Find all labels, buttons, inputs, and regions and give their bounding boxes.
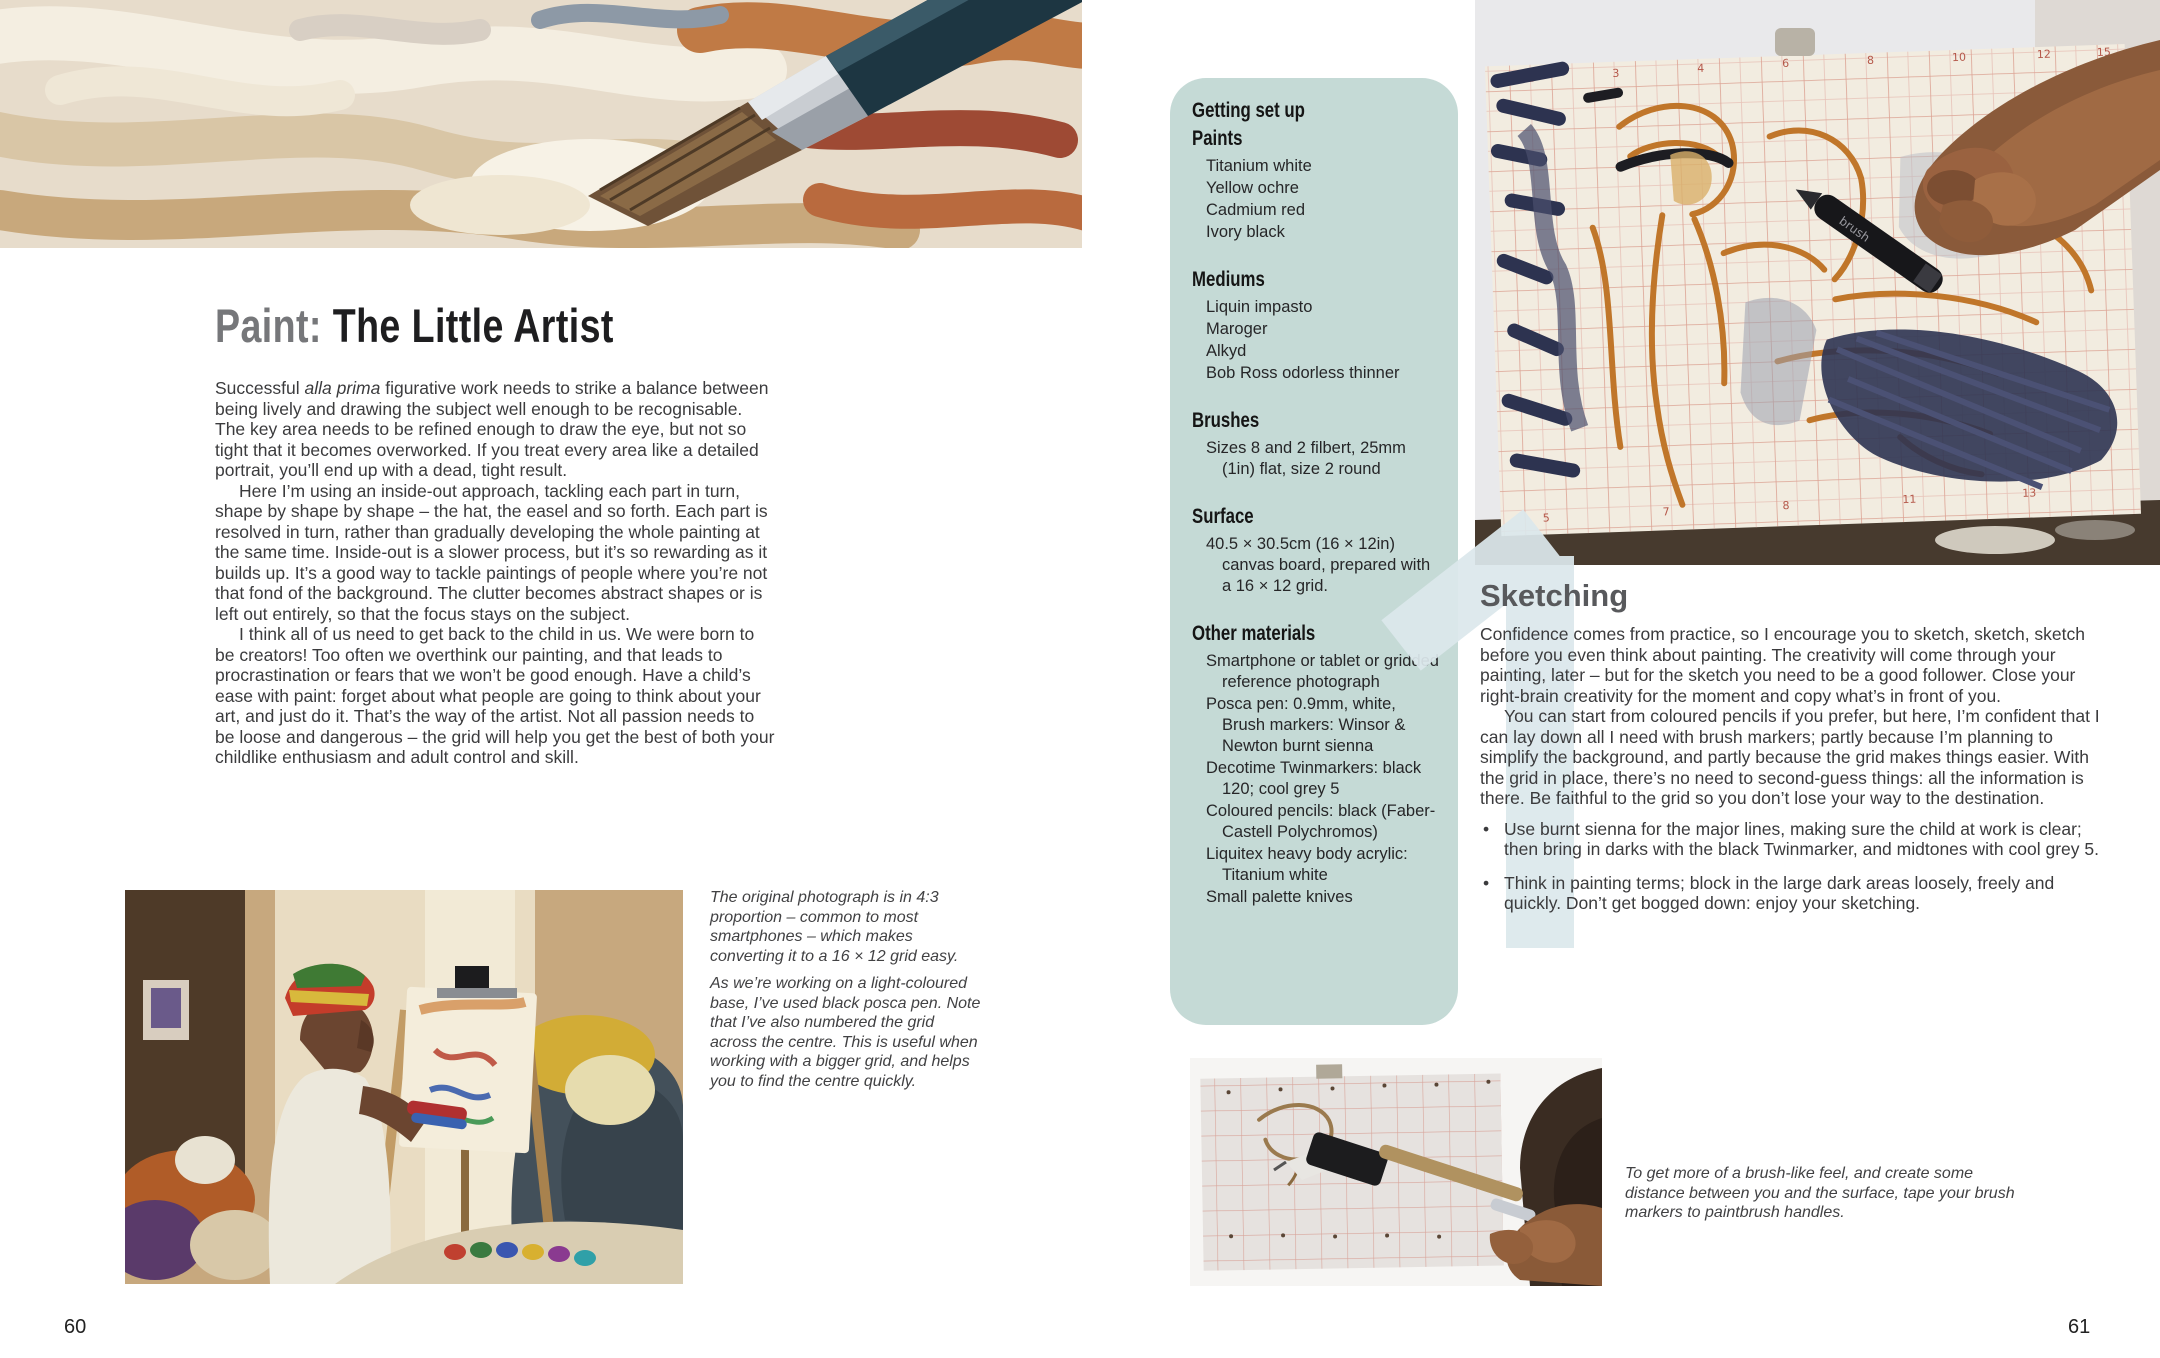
svg-text:6: 6 bbox=[1781, 56, 1790, 71]
svg-text:8: 8 bbox=[1782, 499, 1790, 513]
brush-banner-illustration bbox=[0, 0, 1082, 248]
page-title-prefix: Paint: bbox=[215, 299, 333, 352]
section-heading-sketching: Sketching bbox=[1480, 578, 1629, 613]
paragraph-1 bbox=[215, 378, 775, 481]
bullet-icon: • bbox=[1483, 818, 1490, 839]
sidebar-item: Ivory black bbox=[1206, 223, 1285, 241]
tip-item bbox=[1480, 873, 2110, 914]
photo-caption-left bbox=[710, 888, 982, 1099]
svg-text:5: 5 bbox=[1542, 511, 1551, 525]
sketching-illustration bbox=[1475, 0, 2160, 565]
photo-caption-right bbox=[1625, 1164, 2025, 1231]
svg-text:4: 4 bbox=[1696, 61, 1705, 75]
paragraph-2: Here I’m using an inside-out approach, tackling each part in turn, shape by shape by shape – the hat, the easel and so forth. Each part is resolved in turn, rather than gradually developing the whole painting at the same time. Inside-out is a slower process, but it’s so rewarding as it builds up. It’s a good way to tackle paintings of people where you’re not that fond of the background. The clutter becomes abstract shapes or is left out entirely, so that the focus stays on the subject. bbox=[215, 480, 768, 624]
sidebar-heading: Mediums bbox=[1192, 268, 1265, 291]
sidebar-title: Getting set up bbox=[1192, 99, 1305, 122]
sidebar-item: Posca pen: 0.9mm, white, Brush markers: Winsor & Newton burnt sienna bbox=[1206, 695, 1406, 755]
sidebar-section-brushes bbox=[1192, 408, 1440, 480]
sketching-tips-list bbox=[1480, 819, 2110, 914]
sidebar-item: Bob Ross odorless thinner bbox=[1206, 364, 1400, 382]
paragraph-3: I think all of us need to get back to the child in us. We were born to be creators! Too often we overthink our painting, and that leads to procrastination or fears that we won’t be good enough. Have a child’s ease with paint: forget about what people are going to think about your art, and just do it. That’s the way of the artist. Not all passion needs to be loose and dangerous – the grid will help you get the best of both your childlike enthusiasm and adult control and skill. bbox=[215, 624, 775, 767]
page-number-right: 61 bbox=[2068, 1316, 2091, 1338]
sidebar-section-paints bbox=[1192, 126, 1440, 243]
page-title bbox=[215, 298, 714, 353]
svg-text:15: 15 bbox=[2096, 45, 2112, 60]
photo-child-painting bbox=[125, 890, 683, 1284]
svg-text:13: 13 bbox=[2021, 486, 2037, 500]
sidebar-item: Yellow ochre bbox=[1206, 179, 1299, 197]
sketching-section bbox=[1480, 578, 2110, 927]
svg-text:8: 8 bbox=[1866, 53, 1875, 68]
svg-text:7: 7 bbox=[1662, 505, 1670, 519]
caption-paragraph: To get more of a brush-like feel, and create some distance between you and the surface, tape your brush markers to paintbrush handles. bbox=[1625, 1165, 2015, 1221]
tip-text: Think in painting terms; block in the large dark areas loosely, freely and quickly. Don’t get bogged down: enjoy your sketching. bbox=[1504, 872, 2055, 913]
sidebar-item: Alkyd bbox=[1206, 342, 1247, 360]
taped-marker-illustration bbox=[1190, 1058, 1602, 1286]
svg-text:brush: brush bbox=[1836, 213, 1873, 245]
sketching-paragraph-1: Confidence comes from practice, so I encourage you to sketch, sketch, sketch before you even think about painting. The creativity will come through your painting, later – but for the sketch you need to be a good follower. Close your right-brain creativity for the moment and copy what’s in front of you. bbox=[1480, 624, 2086, 706]
svg-text:10: 10 bbox=[1951, 50, 1967, 65]
sidebar-section-mediums bbox=[1192, 267, 1440, 384]
paragraph-1-rest: figurative work needs to strike a balance between being lively and drawing the subject well enough to be recognisable. The key area needs to be refined enough to draw the eye, but not so tight that it becomes overworked. If you treat every area like a detailed portrait, you’ll end up with a dead, tight result. bbox=[215, 378, 769, 480]
sidebar-heading: Paints bbox=[1192, 127, 1243, 150]
sidebar-heading: Brushes bbox=[1192, 409, 1260, 432]
bullet-icon: • bbox=[1483, 872, 1490, 893]
sidebar-item: Titanium white bbox=[1206, 157, 1312, 175]
page-number-left: 60 bbox=[64, 1316, 87, 1338]
tip-item bbox=[1480, 819, 2110, 860]
svg-text:12: 12 bbox=[2036, 47, 2052, 62]
sidebar-item: Coloured pencils: black (Faber-Castell Polychromos) bbox=[1206, 802, 1436, 841]
left-body-text bbox=[215, 378, 775, 768]
sidebar-item: Decotime Twinmarkers: black 120; cool grey 5 bbox=[1206, 759, 1422, 798]
caption-paragraph-2: As we’re working on a light-coloured base, I’ve used black posca pen. Note that I’ve also numbered the grid across the centre. This is useful when working with a bigger grid, and helps you to find the centre quickly. bbox=[710, 975, 981, 1090]
sketching-paragraph-2: You can start from coloured pencils if you prefer, but here, I’m confident that I can lay down all I need with brush markers; partly because I’m planning to simplify the background, and partly because the grid makes things easier. With the grid in place, there’s no need to second-guess things: all the information is there. Be faithful to the grid so you don’t lose your way to the destination. bbox=[1480, 706, 2100, 808]
caption-paragraph-1: The original photograph is in 4:3 proportion – common to most smartphones – which makes converting it to a 16 × 12 grid easy. bbox=[710, 889, 959, 965]
svg-text:3: 3 bbox=[1612, 66, 1620, 80]
svg-text:11: 11 bbox=[1902, 492, 1917, 507]
page-title-main: The Little Artist bbox=[332, 299, 614, 352]
sidebar-heading: Surface bbox=[1192, 505, 1254, 528]
child-painting-illustration bbox=[125, 890, 683, 1284]
paragraph-1-italic: alla prima bbox=[304, 378, 381, 398]
sidebar-item: Sizes 8 and 2 filbert, 25mm (1in) flat, size 2 round bbox=[1206, 439, 1406, 478]
sidebar-item: Maroger bbox=[1206, 320, 1268, 338]
tip-text: Use burnt sienna for the major lines, making sure the child at work is clear; then bring in darks with the black Twinmarker, and midtones with cool grey 5. bbox=[1504, 818, 2099, 859]
sidebar-item: Cadmium red bbox=[1206, 201, 1306, 219]
sidebar-item: Smartphone or tablet or gridded reference photograph bbox=[1206, 652, 1439, 691]
photo-brush-banner bbox=[0, 0, 1082, 248]
photo-taped-marker bbox=[1190, 1058, 1602, 1286]
sidebar-heading: Other materials bbox=[1192, 622, 1316, 645]
sidebar-item: Liquin impasto bbox=[1206, 298, 1313, 316]
paragraph-1-lead: Successful bbox=[215, 378, 305, 398]
sidebar-item: Small palette knives bbox=[1206, 888, 1353, 906]
photo-sketching-hand bbox=[1475, 0, 2160, 565]
sidebar-item: Liquitex heavy body acrylic: Titanium white bbox=[1206, 845, 1408, 884]
sidebar-item: 40.5 × 30.5cm (16 × 12in) canvas board, prepared with a 16 × 12 grid. bbox=[1206, 535, 1431, 595]
